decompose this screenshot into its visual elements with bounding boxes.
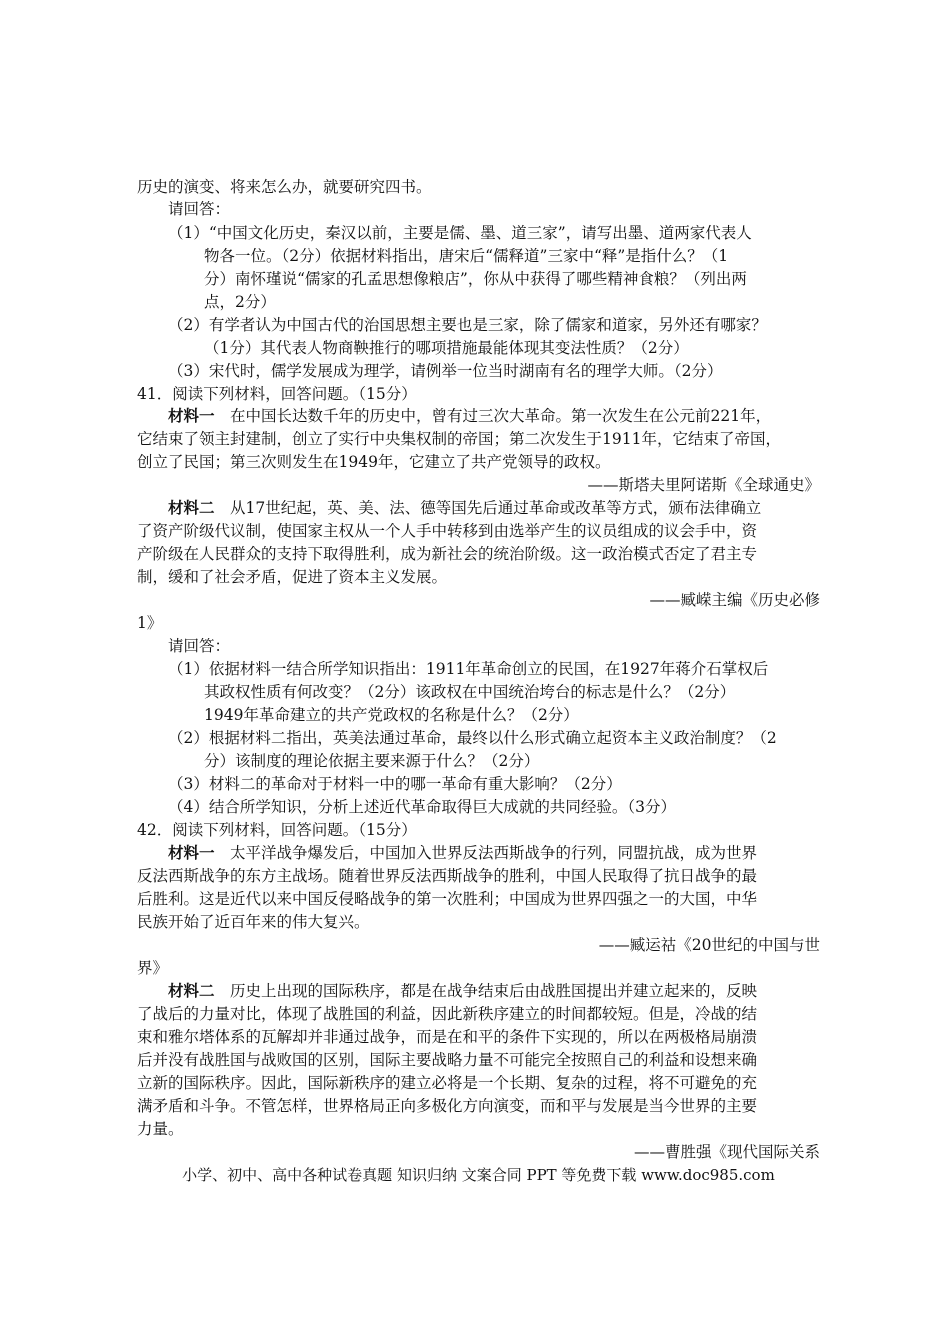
text-line bbox=[137, 612, 162, 634]
line-text: 1949年革命建立的共产党政权的名称是什么？（2分） bbox=[204, 706, 579, 724]
line-text: 了战后的力量对比，体现了战胜国的利益，因此新秩序建立的时间都较短。但是，冷战的结 bbox=[137, 1005, 758, 1023]
text-line bbox=[168, 727, 777, 749]
text-line bbox=[168, 314, 767, 336]
text-line bbox=[137, 1003, 757, 1025]
text-line bbox=[137, 566, 447, 588]
line-text: （4）结合所学知识，分析上述近代革命取得巨大成就的共同经验。（3分） bbox=[168, 798, 676, 816]
line-text: 物各一位。（2分）依据材料指出，唐宋后“儒释道”三家中“释”是指什么？（1 bbox=[204, 247, 729, 265]
material-label: 材料二 bbox=[168, 498, 215, 517]
line-text: 请回答： bbox=[168, 637, 231, 655]
text-line bbox=[137, 888, 757, 910]
line-text: 产阶级在人民群众的支持下取得胜利，成为新社会的统治阶级。这一政治模式否定了君主专 bbox=[137, 545, 758, 563]
line-text: 42．阅读下列材料，回答问题。（15分） bbox=[137, 821, 417, 839]
text-line bbox=[137, 1026, 757, 1048]
text-line bbox=[204, 750, 539, 772]
text-line bbox=[137, 865, 757, 887]
text-line bbox=[168, 360, 722, 382]
material-label: 材料一 bbox=[168, 406, 215, 425]
line-text: 了资产阶级代议制，使国家主权从一个人手中转移到由选举产生的议员组成的议会手中，资 bbox=[137, 522, 758, 540]
text-line bbox=[137, 934, 820, 956]
text-line bbox=[168, 405, 771, 427]
line-text: ——曹胜强《现代国际关系 bbox=[633, 1143, 820, 1161]
line-text: 反法西斯战争的东方主战场。随着世界反法西斯战争的胜利，中国人民取得了抗日战争的最 bbox=[137, 867, 758, 885]
line-text: 后并没有战胜国与战败国的区别，国际主要战略力量不可能完全按照自己的利益和设想来确 bbox=[137, 1051, 758, 1069]
text-line bbox=[137, 1118, 184, 1140]
line-text: （1分）其代表人物商鞅推行的哪项措施最能体现其变法性质？（2分） bbox=[204, 339, 689, 357]
text-line bbox=[204, 245, 728, 267]
text-line bbox=[137, 474, 820, 496]
line-text: 点，2分） bbox=[204, 293, 276, 311]
text-line bbox=[168, 635, 230, 657]
text-line bbox=[168, 773, 622, 795]
line-text: 民族开始了近百年来的伟大复兴。 bbox=[137, 913, 370, 931]
text-line bbox=[137, 520, 757, 542]
line-text: 力量。 bbox=[137, 1120, 184, 1138]
text-line bbox=[137, 1049, 757, 1071]
line-text: （2）根据材料二指出，英美法通过革命，最终以什么形式确立起资本主义政治制度？（2 bbox=[168, 729, 777, 747]
line-text: 束和雅尔塔体系的瓦解却并非通过战争，而是在和平的条件下实现的，所以在两极格局崩溃 bbox=[137, 1028, 758, 1046]
text-line bbox=[137, 428, 781, 450]
material-label: 材料二 bbox=[168, 981, 215, 1000]
line-text: 在中国长达数千年的历史中，曾有过三次大革命。第一次发生在公元前221年， bbox=[214, 407, 772, 425]
line-text: 历史上出现的国际秩序，都是在战争结束后由战胜国提出并建立起来的，反映 bbox=[214, 982, 758, 1000]
text-line bbox=[137, 911, 370, 933]
text-line bbox=[137, 957, 168, 979]
line-text: 分）该制度的理论依据主要来源于什么？（2分） bbox=[204, 752, 540, 770]
text-line bbox=[137, 176, 432, 198]
line-text: 立新的国际秩序。因此，国际新秩序的建立必将是一个长期、复杂的过程，将不可避免的充 bbox=[137, 1074, 758, 1092]
page-footer: 小学、初中、高中各种试卷真题 知识归纳 文案合同 PPT 等免费下载 www.doc985.com bbox=[182, 1166, 775, 1184]
line-text: 创立了民国；第三次则发生在1949年，它建立了共产党领导的政权。 bbox=[137, 453, 611, 471]
line-text: ——臧运祜《20世纪的中国与世 bbox=[598, 936, 820, 954]
line-text: 后胜利。这是近代以来中国反侵略战争的第一次胜利；中国成为世界四强之一的大国，中华 bbox=[137, 890, 758, 908]
line-text: （2）有学者认为中国古代的治国思想主要也是三家，除了儒家和道家，另外还有哪家？ bbox=[168, 316, 767, 334]
text-line bbox=[204, 704, 579, 726]
line-text: 其政权性质有何改变？（2分）该政权在中国统治垮台的标志是什么？（2分） bbox=[204, 683, 736, 701]
text-line bbox=[137, 543, 757, 565]
text-line bbox=[168, 842, 757, 864]
line-text: 1》 bbox=[137, 614, 163, 632]
text-line bbox=[204, 291, 276, 313]
line-text: 历史的演变、将来怎么办，就要研究四书。 bbox=[137, 178, 432, 196]
text-line bbox=[204, 337, 689, 359]
line-text: 界》 bbox=[137, 959, 169, 977]
text-line bbox=[168, 497, 761, 519]
text-line bbox=[204, 268, 747, 290]
text-line bbox=[137, 1072, 757, 1094]
text-line bbox=[137, 451, 610, 473]
text-line bbox=[168, 198, 230, 220]
text-line bbox=[137, 819, 417, 841]
material-label: 材料一 bbox=[168, 843, 215, 862]
line-text: （3）材料二的革命对于材料一中的哪一革命有重大影响？（2分） bbox=[168, 775, 622, 793]
line-text: 分）南怀瑾说“儒家的孔孟思想像粮店”，你从中获得了哪些精神食粮？（列出两 bbox=[204, 270, 747, 288]
text-line bbox=[168, 222, 752, 244]
line-text: 41．阅读下列材料，回答问题。（15分） bbox=[137, 385, 417, 403]
text-line bbox=[137, 1141, 820, 1163]
text-line bbox=[137, 1095, 757, 1117]
line-text: （1）依据材料一结合所学知识指出：1911年革命创立的民国，在1927年蒋介石掌权后 bbox=[168, 660, 769, 678]
line-text: 满矛盾和斗争。不管怎样，世界格局正向多极化方向演变，而和平与发展是当今世界的主要 bbox=[137, 1097, 758, 1115]
line-text: 请回答： bbox=[168, 200, 231, 218]
text-line bbox=[168, 796, 676, 818]
line-text: ——斯塔夫里阿诺斯《全球通史》 bbox=[587, 476, 820, 494]
text-line bbox=[168, 658, 768, 680]
line-text: ——臧嵘主编《历史必修 bbox=[649, 591, 820, 609]
text-line bbox=[137, 589, 820, 611]
text-line bbox=[168, 980, 757, 1002]
text-line bbox=[137, 383, 417, 405]
text-line bbox=[204, 681, 735, 703]
line-text: 制，缓和了社会矛盾，促进了资本主义发展。 bbox=[137, 568, 448, 586]
line-text: （3）宋代时，儒学发展成为理学，请例举一位当时湖南有名的理学大师。（2分） bbox=[168, 362, 723, 380]
line-text: 从17世纪起，英、美、法、德等国先后通过革命或改革等方式，颁布法律确立 bbox=[214, 499, 762, 517]
line-text: 它结束了领主封建制，创立了实行中央集权制的帝国；第二次发生于1911年，它结束了帝国， bbox=[137, 430, 781, 448]
line-text: （1）“中国文化历史，秦汉以前，主要是儒、墨、道三家”，请写出墨、道两家代表人 bbox=[168, 224, 752, 242]
line-text: 太平洋战争爆发后，中国加入世界反法西斯战争的行列，同盟抗战，成为世界 bbox=[214, 844, 758, 862]
